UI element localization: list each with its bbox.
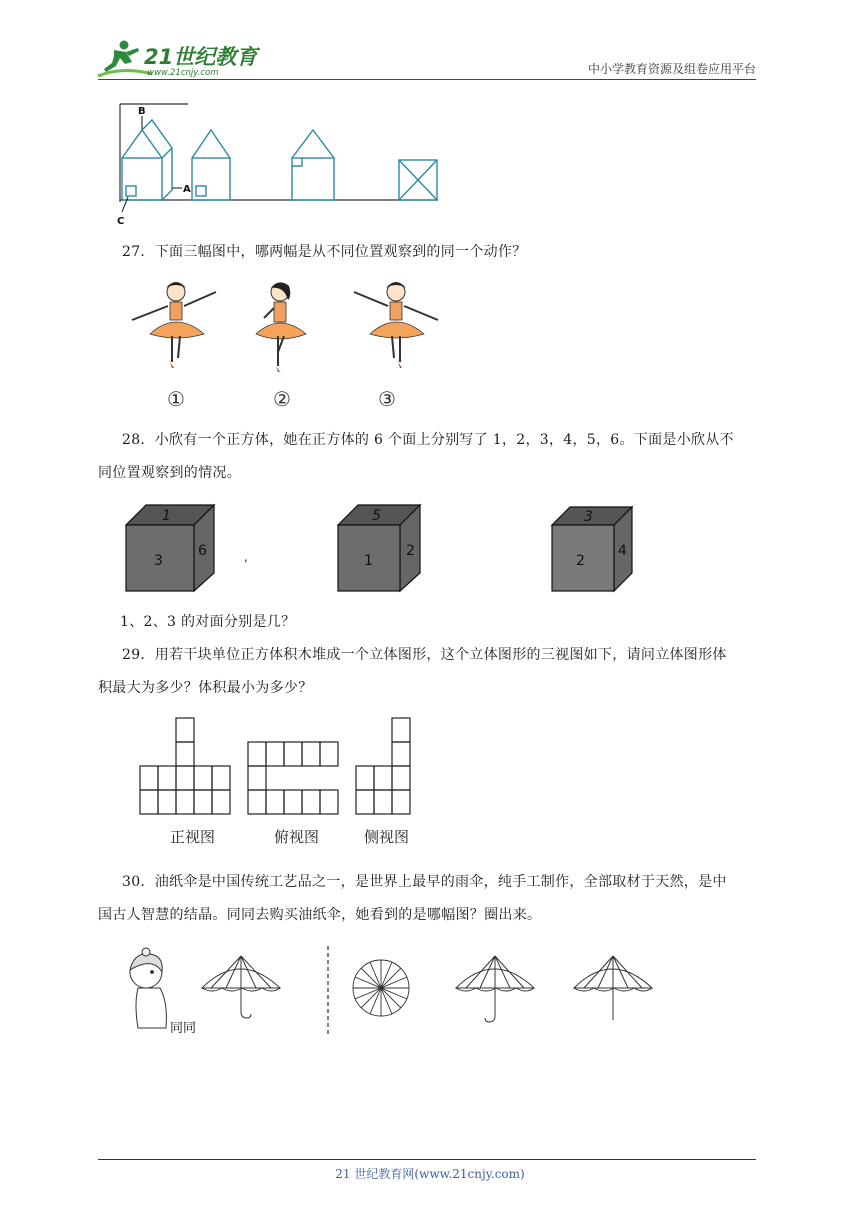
house-view-front [192,130,230,200]
cube-1-side: 6 [198,543,207,559]
header-divider [98,79,756,80]
label-1: ① [167,387,185,411]
house-view-top [399,160,437,200]
cube-2-top: 5 [372,508,381,524]
label-a: A [183,184,191,195]
question-28-text-line1: 28．小欣有一个正方体，她在正方体的 6 个面上分别写了 1，2，3，4，5，6。下面是小欣从不 [122,432,734,448]
top-view-grid [248,742,338,814]
label-c: C [117,216,125,227]
site-logo [92,36,262,82]
cube-1 [126,505,214,591]
house-views-figure [112,102,442,232]
umbrella-held [202,956,280,1018]
question-29-text-line2: 积最大为多少？体积最小为多少？ [98,680,313,696]
separator-comma: , [244,550,248,564]
cube-2-front: 1 [364,553,373,569]
top-view-label: 俯视图 [274,828,320,846]
front-view-grid [140,718,230,814]
front-view-label: 正视图 [170,828,216,846]
cube-3-front: 2 [576,553,585,569]
question-27-text: 27．下面三幅图中，哪两幅是从不同位置观察到的同一个动作？ [122,244,527,260]
girl-label: 同同 [170,1021,197,1036]
cube-3-side: 4 [618,543,627,559]
side-view-grid [356,718,410,814]
logo-url: www.21cnjy.com [147,68,219,78]
umbrella-top-view [353,960,409,1016]
girl-tongtong [130,948,166,1028]
cube-1-front: 3 [154,553,163,569]
label-2: ② [273,387,291,411]
cube-1-top: 1 [162,508,171,524]
footer-link[interactable]: 21 世纪教育网(www.21cnjy.com) [335,1167,525,1181]
logo-title: 21世纪教育 [144,45,258,69]
label-3: ③ [378,387,396,411]
umbrella-figure [116,942,666,1042]
ballerina-front-3 [354,282,438,368]
umbrella-side-view-a [456,956,534,1022]
cube-3-top: 3 [584,509,593,525]
house-3d-drawing [122,120,172,200]
number-cubes [124,503,644,599]
label-b: B [138,106,146,117]
house-view-side [292,130,334,200]
ballerina-side-2 [256,282,306,372]
question-28-text-line2: 同位置观察到的情况。 [98,465,241,481]
question-28-subquestion: 1、2、3 的对面分别是几？ [120,614,296,630]
question-29-text-line1: 29．用若干块单位正方体积木堆成一个立体图形，这个立体图形的三视图如下，请问立体图形体 [122,647,727,663]
umbrella-side-view-b [574,956,652,1020]
cube-3 [552,507,632,591]
footer-divider [98,1159,756,1160]
question-30-text-line1: 30．油纸伞是中国传统工艺品之一，是世界上最早的雨伞，纯手工制作，全部取材于天然，是中 [122,874,727,890]
ballerina-front-1 [132,282,216,368]
side-view-label: 侧视图 [364,828,410,846]
site-tagline: 中小学教育资源及组卷应用平台 [587,62,756,76]
question-30-text-line2: 国古人智慧的结晶。同同去购买油纸伞，她看到的是哪幅图？圈出来。 [98,907,542,923]
cube-2 [338,505,420,591]
cube-2-side: 2 [406,543,415,559]
ballerina-figures [128,272,444,420]
three-views-figure [136,716,426,854]
